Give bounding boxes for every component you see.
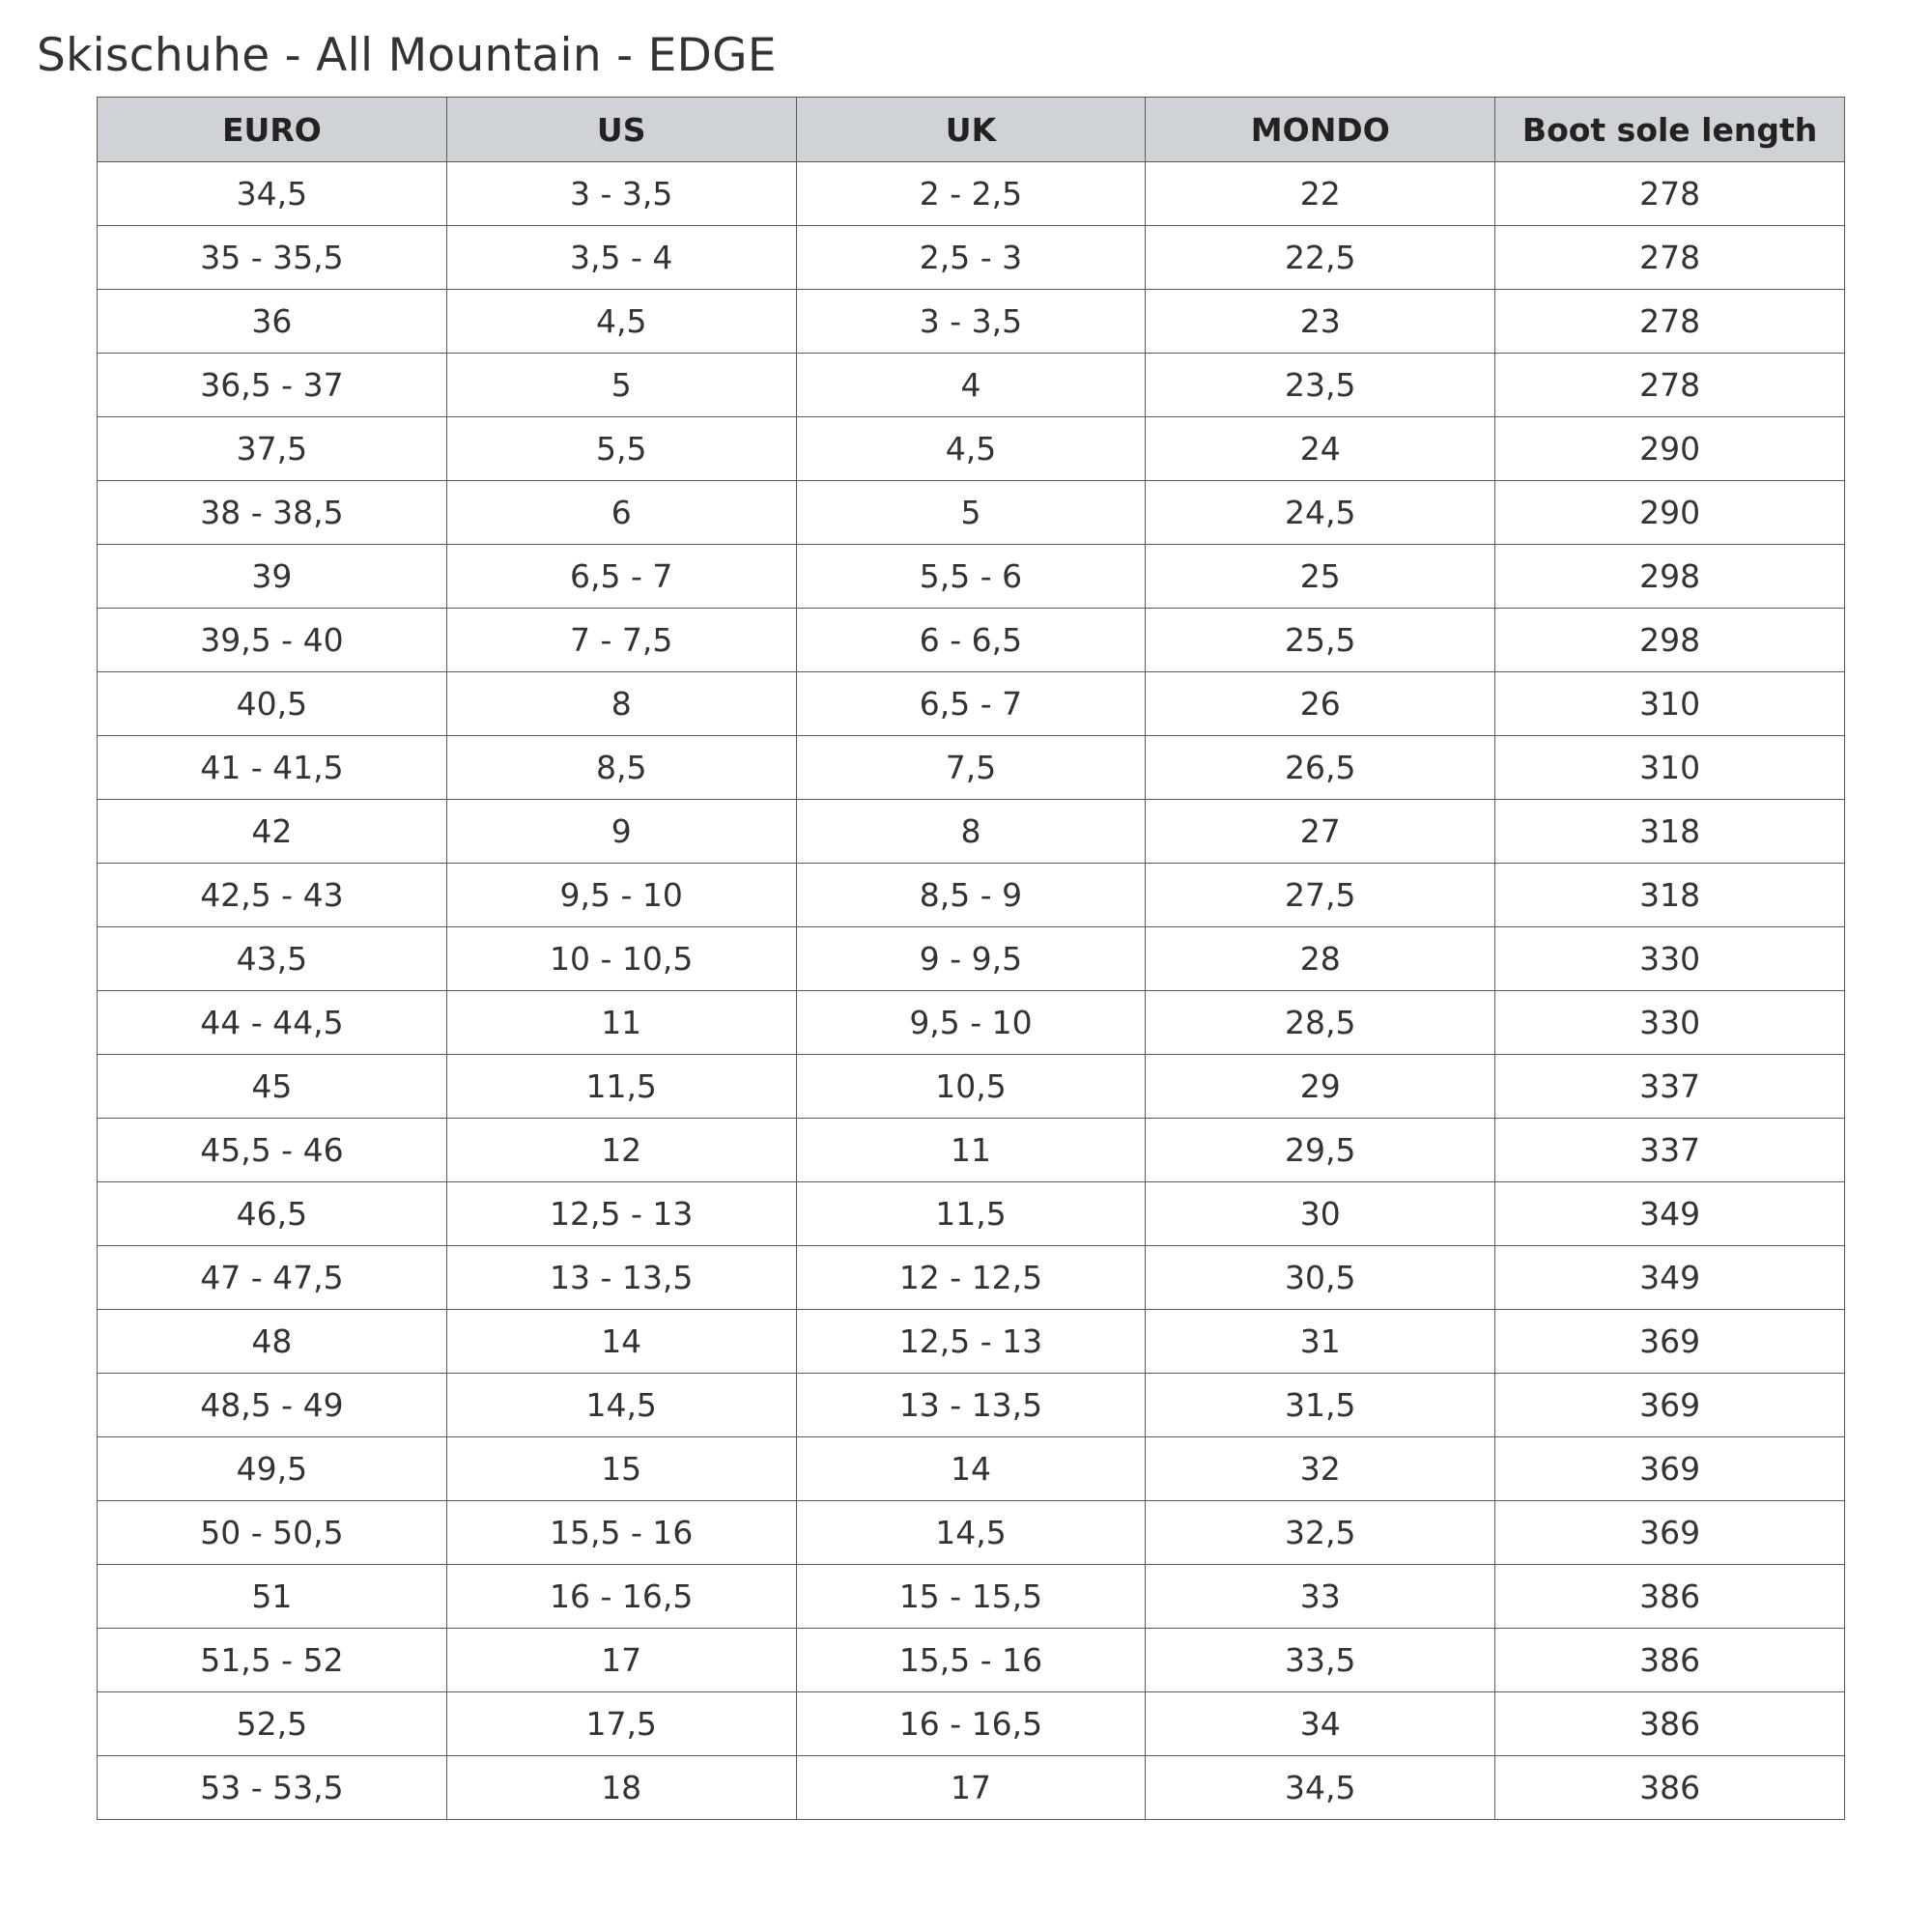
cell-euro: 48,5 - 49 — [98, 1374, 447, 1437]
cell-euro: 50 - 50,5 — [98, 1501, 447, 1565]
table-row — [98, 545, 1845, 609]
cell-uk: 7,5 — [796, 736, 1146, 800]
cell-euro: 40,5 — [98, 672, 447, 736]
cell-euro: 34,5 — [98, 162, 447, 226]
cell-euro: 46,5 — [98, 1182, 447, 1246]
cell-uk: 2,5 - 3 — [796, 226, 1146, 290]
table-row — [98, 927, 1845, 991]
cell-us: 9,5 - 10 — [446, 864, 796, 927]
cell-uk: 6 - 6,5 — [796, 609, 1146, 672]
cell-boot-sole-length: 369 — [1495, 1437, 1845, 1501]
cell-boot-sole-length: 278 — [1495, 290, 1845, 354]
column-header-uk: UK — [796, 98, 1146, 162]
cell-euro: 36 — [98, 290, 447, 354]
cell-mondo: 27,5 — [1146, 864, 1495, 927]
cell-uk: 15 - 15,5 — [796, 1565, 1146, 1629]
table-row — [98, 864, 1845, 927]
cell-boot-sole-length: 310 — [1495, 672, 1845, 736]
cell-euro: 37,5 — [98, 417, 447, 481]
cell-uk: 14,5 — [796, 1501, 1146, 1565]
cell-euro: 53 - 53,5 — [98, 1756, 447, 1820]
cell-boot-sole-length: 310 — [1495, 736, 1845, 800]
cell-euro: 35 - 35,5 — [98, 226, 447, 290]
cell-boot-sole-length: 290 — [1495, 481, 1845, 545]
cell-boot-sole-length: 349 — [1495, 1246, 1845, 1310]
cell-mondo: 31,5 — [1146, 1374, 1495, 1437]
cell-boot-sole-length: 330 — [1495, 927, 1845, 991]
table-row — [98, 354, 1845, 417]
table-header — [98, 98, 1845, 162]
cell-euro: 36,5 - 37 — [98, 354, 447, 417]
cell-euro: 42,5 - 43 — [98, 864, 447, 927]
cell-boot-sole-length: 278 — [1495, 162, 1845, 226]
cell-us: 12 — [446, 1119, 796, 1182]
cell-us: 14 — [446, 1310, 796, 1374]
cell-uk: 6,5 - 7 — [796, 672, 1146, 736]
cell-uk: 14 — [796, 1437, 1146, 1501]
table-row — [98, 736, 1845, 800]
cell-us: 10 - 10,5 — [446, 927, 796, 991]
table-row — [98, 672, 1845, 736]
cell-mondo: 25 — [1146, 545, 1495, 609]
cell-us: 16 - 16,5 — [446, 1565, 796, 1629]
cell-boot-sole-length: 386 — [1495, 1756, 1845, 1820]
cell-mondo: 29,5 — [1146, 1119, 1495, 1182]
table-row — [98, 1246, 1845, 1310]
cell-mondo: 27 — [1146, 800, 1495, 864]
cell-euro: 51 — [98, 1565, 447, 1629]
cell-boot-sole-length: 298 — [1495, 609, 1845, 672]
cell-uk: 15,5 - 16 — [796, 1629, 1146, 1692]
cell-us: 3,5 - 4 — [446, 226, 796, 290]
column-header-us: US — [446, 98, 796, 162]
cell-mondo: 28,5 — [1146, 991, 1495, 1055]
table-row — [98, 162, 1845, 226]
cell-mondo: 32 — [1146, 1437, 1495, 1501]
cell-boot-sole-length: 298 — [1495, 545, 1845, 609]
cell-euro: 44 - 44,5 — [98, 991, 447, 1055]
table-row — [98, 481, 1845, 545]
cell-euro: 45 — [98, 1055, 447, 1119]
cell-mondo: 33 — [1146, 1565, 1495, 1629]
cell-euro: 48 — [98, 1310, 447, 1374]
cell-boot-sole-length: 318 — [1495, 800, 1845, 864]
header-row — [98, 98, 1845, 162]
cell-boot-sole-length: 290 — [1495, 417, 1845, 481]
cell-us: 9 — [446, 800, 796, 864]
cell-boot-sole-length: 386 — [1495, 1692, 1845, 1756]
cell-boot-sole-length: 337 — [1495, 1055, 1845, 1119]
table-row — [98, 1565, 1845, 1629]
cell-euro: 47 - 47,5 — [98, 1246, 447, 1310]
table-row — [98, 226, 1845, 290]
cell-mondo: 26,5 — [1146, 736, 1495, 800]
table-row — [98, 1310, 1845, 1374]
table-row — [98, 1692, 1845, 1756]
cell-boot-sole-length: 369 — [1495, 1374, 1845, 1437]
cell-mondo: 34,5 — [1146, 1756, 1495, 1820]
cell-euro: 43,5 — [98, 927, 447, 991]
column-header-boot-sole-length: Boot sole length — [1495, 98, 1845, 162]
table-row — [98, 1119, 1845, 1182]
cell-uk: 12 - 12,5 — [796, 1246, 1146, 1310]
cell-euro: 45,5 - 46 — [98, 1119, 447, 1182]
cell-uk: 4 — [796, 354, 1146, 417]
cell-euro: 49,5 — [98, 1437, 447, 1501]
cell-mondo: 31 — [1146, 1310, 1495, 1374]
cell-mondo: 24,5 — [1146, 481, 1495, 545]
cell-boot-sole-length: 386 — [1495, 1629, 1845, 1692]
cell-mondo: 32,5 — [1146, 1501, 1495, 1565]
page-title: Skischuhe - All Mountain - EDGE — [37, 29, 777, 82]
table-row — [98, 417, 1845, 481]
cell-euro: 39,5 - 40 — [98, 609, 447, 672]
cell-euro: 39 — [98, 545, 447, 609]
table-row — [98, 1629, 1845, 1692]
cell-mondo: 30 — [1146, 1182, 1495, 1246]
cell-boot-sole-length: 278 — [1495, 354, 1845, 417]
cell-us: 8,5 — [446, 736, 796, 800]
column-header-euro: EURO — [98, 98, 447, 162]
cell-boot-sole-length: 337 — [1495, 1119, 1845, 1182]
cell-uk: 3 - 3,5 — [796, 290, 1146, 354]
cell-mondo: 28 — [1146, 927, 1495, 991]
cell-us: 5,5 — [446, 417, 796, 481]
cell-mondo: 22,5 — [1146, 226, 1495, 290]
cell-uk: 11,5 — [796, 1182, 1146, 1246]
table-row — [98, 1182, 1845, 1246]
table-row — [98, 1756, 1845, 1820]
cell-uk: 17 — [796, 1756, 1146, 1820]
cell-us: 11 — [446, 991, 796, 1055]
cell-boot-sole-length: 386 — [1495, 1565, 1845, 1629]
cell-uk: 9,5 - 10 — [796, 991, 1146, 1055]
cell-mondo: 25,5 — [1146, 609, 1495, 672]
cell-boot-sole-length: 369 — [1495, 1310, 1845, 1374]
cell-boot-sole-length: 369 — [1495, 1501, 1845, 1565]
table-row — [98, 1501, 1845, 1565]
cell-uk: 5 — [796, 481, 1146, 545]
cell-uk: 16 - 16,5 — [796, 1692, 1146, 1756]
cell-mondo: 23,5 — [1146, 354, 1495, 417]
cell-us: 15,5 - 16 — [446, 1501, 796, 1565]
cell-us: 7 - 7,5 — [446, 609, 796, 672]
cell-mondo: 33,5 — [1146, 1629, 1495, 1692]
cell-boot-sole-length: 349 — [1495, 1182, 1845, 1246]
cell-us: 13 - 13,5 — [446, 1246, 796, 1310]
cell-us: 8 — [446, 672, 796, 736]
cell-us: 17,5 — [446, 1692, 796, 1756]
table-row — [98, 1374, 1845, 1437]
size-chart-table — [97, 97, 1845, 1820]
cell-us: 14,5 — [446, 1374, 796, 1437]
cell-boot-sole-length: 278 — [1495, 226, 1845, 290]
cell-mondo: 26 — [1146, 672, 1495, 736]
cell-euro: 51,5 - 52 — [98, 1629, 447, 1692]
cell-uk: 8,5 - 9 — [796, 864, 1146, 927]
table-row — [98, 1437, 1845, 1501]
cell-uk: 13 - 13,5 — [796, 1374, 1146, 1437]
cell-uk: 8 — [796, 800, 1146, 864]
cell-mondo: 23 — [1146, 290, 1495, 354]
cell-us: 11,5 — [446, 1055, 796, 1119]
cell-us: 17 — [446, 1629, 796, 1692]
cell-mondo: 29 — [1146, 1055, 1495, 1119]
cell-uk: 4,5 — [796, 417, 1146, 481]
cell-us: 18 — [446, 1756, 796, 1820]
cell-us: 6,5 - 7 — [446, 545, 796, 609]
cell-uk: 11 — [796, 1119, 1146, 1182]
cell-euro: 42 — [98, 800, 447, 864]
cell-us: 6 — [446, 481, 796, 545]
cell-mondo: 34 — [1146, 1692, 1495, 1756]
table-row — [98, 800, 1845, 864]
table-row — [98, 609, 1845, 672]
cell-uk: 9 - 9,5 — [796, 927, 1146, 991]
cell-us: 5 — [446, 354, 796, 417]
cell-euro: 52,5 — [98, 1692, 447, 1756]
cell-euro: 38 - 38,5 — [98, 481, 447, 545]
table-row — [98, 1055, 1845, 1119]
table-body — [98, 162, 1845, 1820]
cell-uk: 2 - 2,5 — [796, 162, 1146, 226]
table-row — [98, 991, 1845, 1055]
column-header-mondo: MONDO — [1146, 98, 1495, 162]
cell-uk: 10,5 — [796, 1055, 1146, 1119]
cell-us: 3 - 3,5 — [446, 162, 796, 226]
cell-mondo: 22 — [1146, 162, 1495, 226]
cell-uk: 12,5 - 13 — [796, 1310, 1146, 1374]
cell-mondo: 24 — [1146, 417, 1495, 481]
cell-euro: 41 - 41,5 — [98, 736, 447, 800]
cell-boot-sole-length: 318 — [1495, 864, 1845, 927]
cell-boot-sole-length: 330 — [1495, 991, 1845, 1055]
cell-us: 4,5 — [446, 290, 796, 354]
cell-mondo: 30,5 — [1146, 1246, 1495, 1310]
cell-uk: 5,5 - 6 — [796, 545, 1146, 609]
table-row — [98, 290, 1845, 354]
cell-us: 12,5 - 13 — [446, 1182, 796, 1246]
cell-us: 15 — [446, 1437, 796, 1501]
